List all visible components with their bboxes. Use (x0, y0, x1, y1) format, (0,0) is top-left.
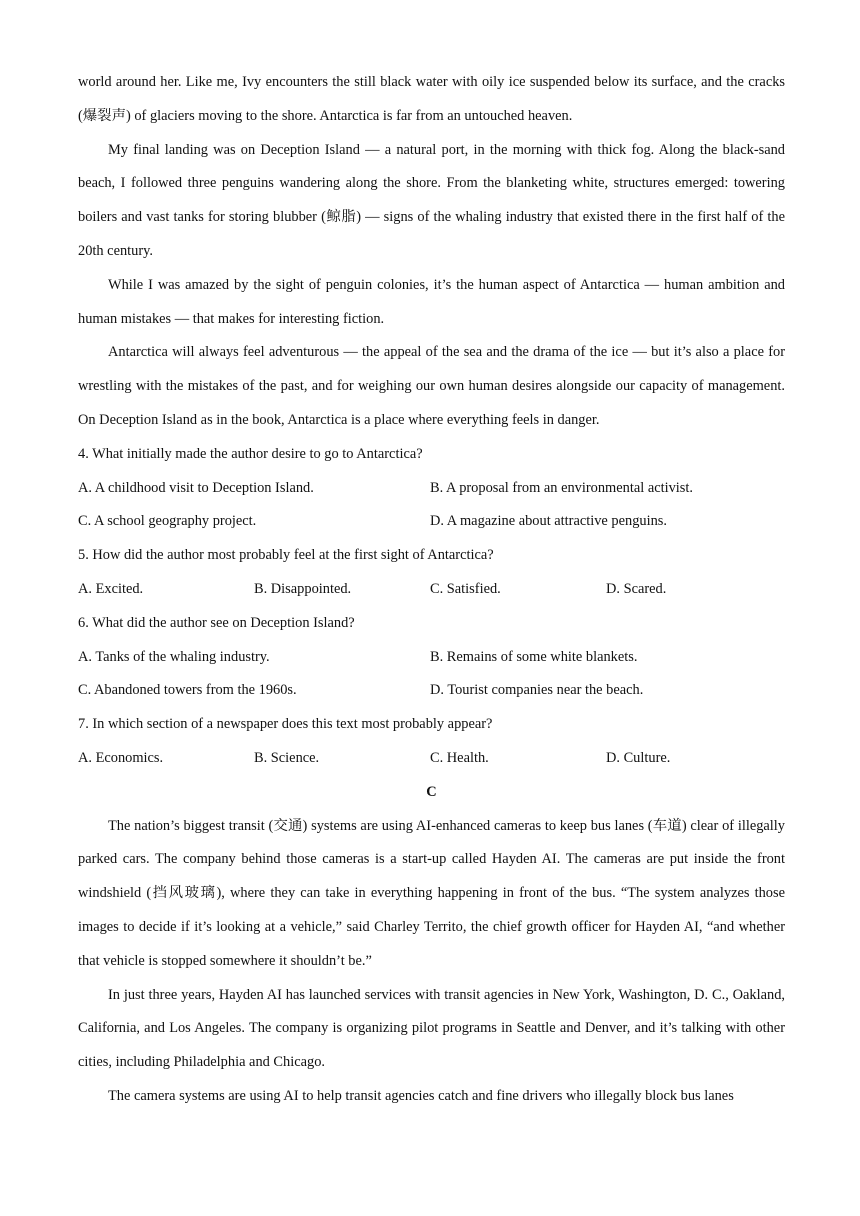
option-b: B. Disappointed. (254, 580, 352, 597)
option-row (78, 742, 785, 776)
passage-b (78, 66, 785, 438)
passage-paragraph: My final landing was on Deception Island — a natural port, in the morning with thick fog. Along the black-sand beach, I followed three penguins wandering along the shore. From the blanketing white, structures emerged: towering boilers and vast tanks for storing blubber (鲸脂) — signs of the whaling industry that existed there in the first half of the 20th century. (78, 141, 785, 259)
option-a: A. Tanks of the whaling industry. (78, 648, 270, 665)
option-row (78, 674, 785, 708)
option-row (78, 472, 785, 506)
option-d: D. Culture. (606, 749, 671, 766)
document-page (78, 66, 785, 1114)
option-a: A. Excited. (78, 580, 144, 597)
passage-paragraph: world around her. Like me, Ivy encounters the still black water with oily ice suspended below its surface, and the cracks (爆裂声) of glaciers moving to the shore. Antarctica is far from an untouched heaven. (78, 74, 785, 124)
question-stem: 7. In which section of a newspaper does this text most probably appear? (78, 716, 493, 733)
option-d: D. Tourist companies near the beach. (430, 682, 644, 699)
question-stem: 4. What initially made the author desire to go to Antarctica? (78, 445, 423, 462)
option-c: C. A school geography project. (78, 513, 257, 530)
passage-paragraph: While I was amazed by the sight of penguin colonies, it’s the human aspect of Antarctica — human ambition and human mistakes — that makes for interesting fiction. (78, 276, 785, 327)
section-heading: C (426, 783, 437, 800)
option-a: A. A childhood visit to Deception Island. (78, 479, 314, 496)
passage-paragraph: The nation’s biggest transit (交通) systems are using AI-enhanced cameras to keep bus lanes (车道) clear of illegally parked cars. The company behind those cameras is a start-up called Hayden AI. The cameras are put inside the front windshield (挡风玻璃), where they can take in everything happening in front of the bus. “The system analyzes those images to decide if it’s looking at a vehicle,” said Charley Territo, the chief growth officer for Hayden AI, “and whether that vehicle is stopped somewhere it shouldn’t be.” (78, 817, 785, 969)
option-row (78, 573, 785, 607)
option-c: C. Satisfied. (430, 580, 501, 597)
passage-paragraph: In just three years, Hayden AI has launched services with transit agencies in New York, Washington, D. C., Oakland, California, and Los Angeles. The company is organizing pilot programs in Seattle and Denver, and it’s talking with other cities, including Philadelphia and Chicago. (78, 986, 785, 1071)
passage-c (78, 776, 785, 1114)
option-row (78, 505, 785, 539)
option-d: D. Scared. (606, 580, 667, 597)
option-c: C. Abandoned towers from the 1960s. (78, 682, 297, 699)
option-a: A. Economics. (78, 749, 164, 766)
question-stem: 6. What did the author see on Deception Island? (78, 614, 355, 631)
option-b: B. Remains of some white blankets. (430, 648, 638, 665)
option-d: D. A magazine about attractive penguins. (430, 513, 667, 530)
option-b: B. Science. (254, 749, 320, 766)
option-b: B. A proposal from an environmental activist. (430, 479, 693, 496)
question-stem: 5. How did the author most probably feel at the first sight of Antarctica? (78, 547, 494, 564)
passage-paragraph: Antarctica will always feel adventurous — the appeal of the sea and the drama of the ice — but it’s also a place for wrestling with the mistakes of the past, and for weighing our own human desires alongside our capacity of management. On Deception Island as in the book, Antarctica is a place where everything feels in danger. (78, 344, 785, 428)
passage-paragraph: The camera systems are using AI to help transit agencies catch and fine drivers who illegally block bus lanes (108, 1087, 734, 1104)
option-row (78, 641, 785, 675)
option-c: C. Health. (430, 749, 489, 766)
question-block (78, 438, 785, 776)
